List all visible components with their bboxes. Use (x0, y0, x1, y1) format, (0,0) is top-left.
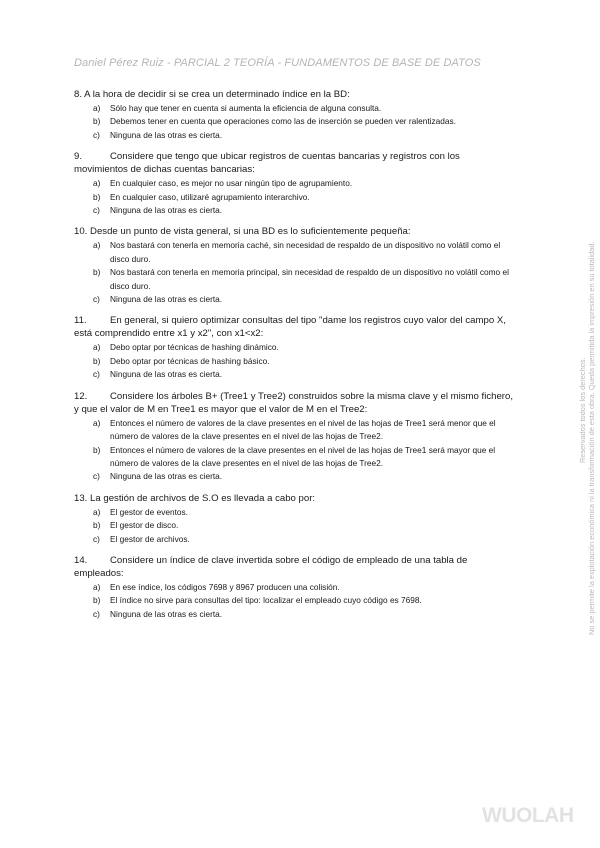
option-text: El gestor de disco. (110, 520, 179, 531)
option-letter: b) (93, 267, 101, 278)
option-letter: a) (93, 342, 101, 353)
option-c (74, 204, 514, 217)
option-letter: c) (93, 129, 100, 140)
option-text: Nos bastará con tenerla en memoria principal, sin necesidad de respaldo de un dispositivo no volátil como el disco duro. (110, 267, 509, 291)
option-letter: a) (93, 506, 101, 517)
option-a (74, 417, 514, 444)
question-statement: Considere un índice de clave invertida sobre el código de empleado de una tabla de empleados: (74, 554, 468, 579)
option-a (74, 506, 514, 519)
wuolah-logo: WUOLAH (482, 804, 574, 827)
option-letter: b) (93, 520, 101, 531)
option-text: Ninguna de las otras es cierta. (110, 471, 223, 482)
option-a (74, 341, 514, 354)
option-letter: a) (93, 240, 101, 251)
option-c (74, 129, 514, 142)
question-14 (74, 554, 514, 621)
copyright-line-2: No se permite la explotación económica ni la transformación de esta obra. Queda permitida la impresión en su totalidad. (587, 241, 596, 635)
question-statement: Considere los árboles B+ (Tree1 y Tree2) construidos sobre la misma clave y el mismo fichero, y que el valor de M en Tree1 es mayor que el valor de M en el Tree2: (74, 390, 514, 415)
option-text: Entonces el número de valores de la clave presentes en el nivel de las hojas de Tree1 será mayor que el número de valores de la clave presentes en el nivel de las hojas de Tree2. (110, 444, 496, 468)
question-text (74, 492, 514, 505)
option-b (74, 191, 514, 204)
option-c (74, 470, 514, 483)
question-text (74, 88, 514, 101)
option-c (74, 293, 514, 306)
option-c (74, 368, 514, 381)
option-text: En cualquier caso, es mejor no usar ningún tipo de agrupamiento. (110, 178, 353, 189)
question-number: 8. (74, 89, 83, 100)
question-statement: Desde un punto de vista general, si una BD es lo suficientemente pequeña: (90, 226, 411, 238)
option-a (74, 177, 514, 190)
option-text: Sólo hay que tener en cuenta si aumenta la eficiencia de alguna consulta. (110, 103, 382, 113)
question-number: 13. (74, 492, 88, 504)
option-text: Ninguna de las otras es cierta. (110, 608, 223, 619)
option-text: Debo optar por técnicas de hashing básico. (110, 355, 270, 366)
option-text: Ninguna de las otras es cierta. (110, 205, 223, 216)
option-text: Debo optar por técnicas de hashing dinámico. (110, 342, 279, 353)
option-text: Entonces el número de valores de la clave presentes en el nivel de las hojas de Tree1 será menor que el número de valores de la clave presentes en el nivel de las hojas de Tree2. (110, 417, 496, 442)
option-list (74, 341, 514, 381)
question-number: 10. (74, 226, 88, 238)
option-list (74, 506, 514, 546)
question-list (74, 88, 514, 629)
question-statement: La gestión de archivos de S.O es llevada a cabo por: (90, 492, 316, 504)
question-13 (74, 492, 514, 546)
option-b (74, 519, 514, 532)
question-number: 14. (74, 554, 88, 566)
option-a (74, 239, 514, 266)
option-letter: b) (93, 595, 101, 606)
copyright-line-1: Reservados todos los derechos. (578, 357, 587, 463)
option-a (74, 102, 514, 115)
option-letter: c) (93, 608, 100, 619)
question-number: 9. (74, 151, 83, 163)
question-text (74, 150, 514, 176)
option-letter: b) (93, 191, 101, 202)
question-number: 11. (74, 315, 87, 327)
option-b (74, 444, 514, 471)
option-text: El índice no sirve para consultas del tipo: localizar el empleado cuyo código es 7698. (110, 595, 422, 606)
option-text: Debemos tener en cuenta que operaciones como las de inserción se pueden ver ralentizadas. (110, 116, 456, 127)
question-12 (74, 390, 514, 484)
option-a (74, 581, 514, 594)
question-statement: Considere que tengo que ubicar registros de cuentas bancarias y registros con los movimientos de dichas cuentas bancarias: (74, 151, 460, 176)
option-c (74, 533, 514, 546)
option-letter: a) (93, 417, 101, 428)
option-text: El gestor de eventos. (110, 506, 188, 517)
option-list (74, 177, 514, 217)
option-letter: c) (93, 205, 100, 216)
copyright-notice (578, 205, 596, 635)
question-text (74, 554, 514, 580)
option-list (74, 581, 514, 621)
option-letter: c) (93, 294, 100, 305)
option-letter: c) (93, 369, 100, 380)
option-text: En ese índice, los códigos 7698 y 8967 producen una colisión. (110, 581, 340, 592)
option-letter: b) (93, 355, 101, 366)
option-text: Ninguna de las otras es cierta. (110, 294, 223, 305)
option-b (74, 355, 514, 368)
question-statement: A la hora de decidir si se crea un determinado índice en la BD: (84, 89, 350, 100)
option-list (74, 239, 514, 306)
question-11 (74, 314, 514, 381)
option-letter: a) (93, 103, 101, 113)
option-b (74, 594, 514, 607)
option-letter: c) (93, 471, 100, 482)
option-letter: b) (93, 116, 101, 127)
option-text: En cualquier caso, utilizaré agrupamiento interarchivo. (110, 191, 310, 202)
question-10 (74, 225, 514, 306)
question-text (74, 314, 514, 340)
option-letter: b) (93, 444, 101, 455)
option-letter: c) (93, 533, 100, 544)
question-9 (74, 150, 514, 217)
question-number: 12. (74, 390, 88, 402)
option-letter: a) (93, 581, 101, 592)
question-8 (74, 88, 514, 142)
option-list (74, 417, 514, 484)
question-statement: En general, si quiero optimizar consultas del tipo "dame los registros cuyo valor del campo X, está comprendido entre x1 y x2", con x1<x2: (74, 315, 506, 340)
option-b (74, 266, 514, 293)
question-text (74, 225, 514, 238)
question-text (74, 390, 514, 416)
option-text: Ninguna de las otras es cierta. (110, 129, 223, 140)
option-text: Nos bastará con tenerla en memoria caché, sin necesidad de respaldo de un dispositivo no volátil como el disco duro. (110, 240, 501, 264)
page-header: Daniel Pérez Ruiz - PARCIAL 2 TEORÍA - FUNDAMENTOS DE BASE DE DATOS (74, 57, 481, 69)
option-letter: a) (93, 178, 101, 189)
option-text: El gestor de archivos. (110, 533, 190, 544)
option-b (74, 115, 514, 128)
option-c (74, 608, 514, 621)
option-text: Ninguna de las otras es cierta. (110, 369, 223, 380)
option-list (74, 102, 514, 142)
